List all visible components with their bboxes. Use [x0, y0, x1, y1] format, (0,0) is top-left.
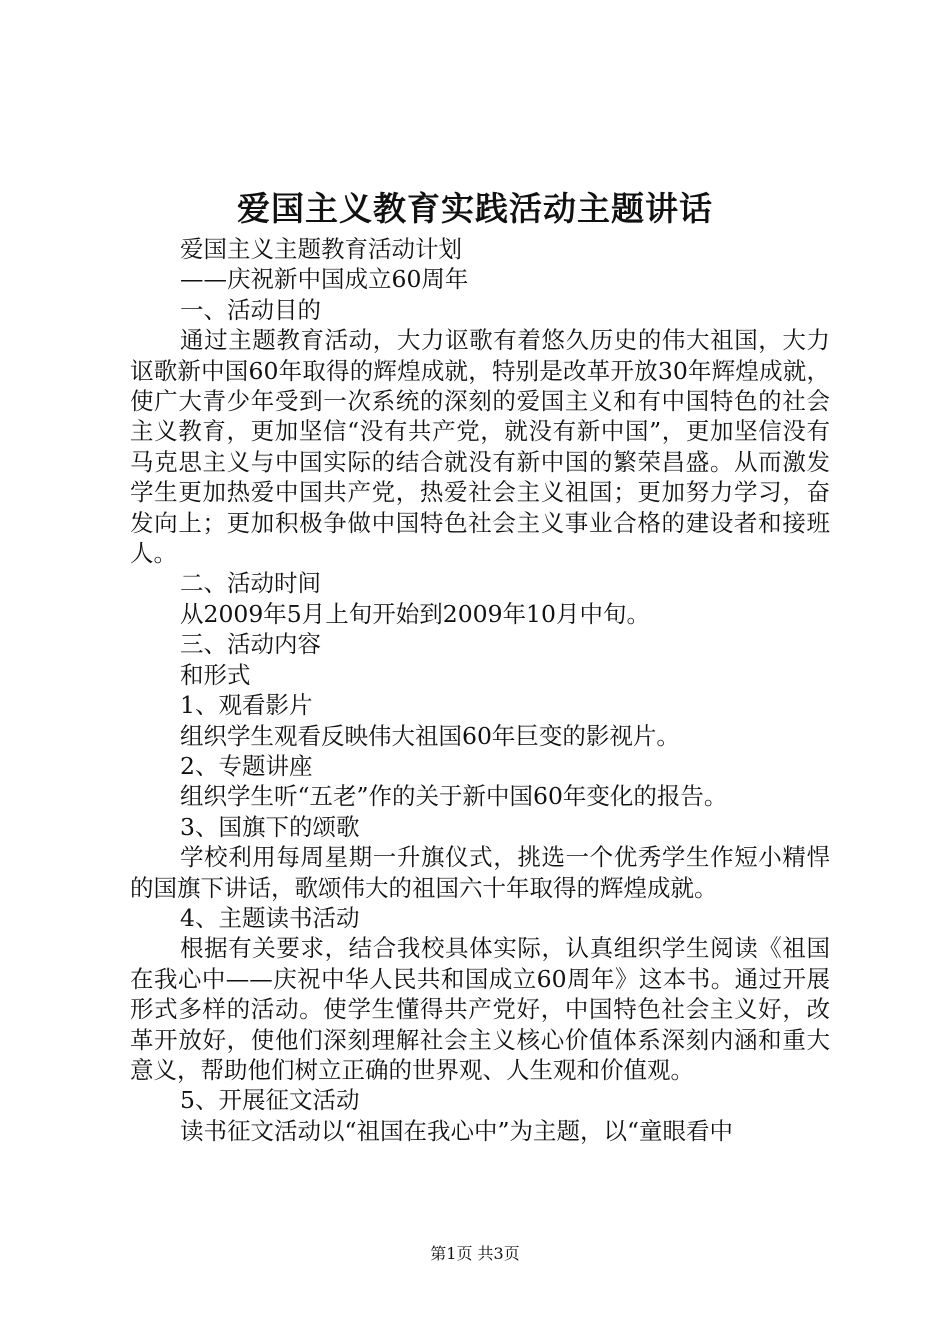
page-total: 共3页: [477, 1244, 520, 1263]
subsection-heading: 2、专题讲座: [180, 751, 313, 780]
subsection-heading: 5、开展征文活动: [180, 1086, 360, 1115]
page-number: 第1页: [430, 1244, 473, 1263]
paragraph: 爱国主义主题教育活动计划: [180, 235, 462, 263]
subsection-heading: 3、国旗下的颂歌: [180, 812, 360, 841]
subsection-heading: 1、观看影片: [180, 691, 313, 720]
paragraph: 根据有关要求，结合我校具体实际，认真组织学生阅读《祖国在我心中——庆祝中华人民共和国成立60周年》这本书。通过开展形式多样的活动。使学生懂得共产党好，中国特色社会主义好，改革开放好，使他们深刻理解社会主义核心价值体系深刻内涵和重大意义，帮助他们树立正确的世界观、人生观和价值观。: [130, 934, 830, 1084]
subsection-heading: 4、主题读书活动: [180, 903, 360, 932]
paragraph: 通过主题教育活动，大力讴歌有着悠久历史的伟大祖国，大力讴歌新中国60年取得的辉煌成就，特别是改革开放30年辉煌成就，使广大青少年受到一次系统的深刻的爱国主义和有中国特色的社会主义教育，更加坚信“没有共产党，就没有新中国”，更加坚信没有马克思主义与中国实际的结合就没有新中国的繁荣昌盛。从而激发学生更加热爱中国共产党，热爱社会主义祖国；更加努力学习，奋发向上；更加积极争做中国特色社会主义事业合格的建设者和接班人。: [130, 326, 830, 568]
paragraph: 学校利用每周星期一升旗仪式，挑选一个优秀学生作短小精悍的国旗下讲话，歌颂伟大的祖国六十年取得的辉煌成就。: [130, 843, 830, 902]
paragraph: 读书征文活动以“祖国在我心中”为主题，以“童眼看中: [180, 1116, 734, 1145]
paragraph: 从2009年5月上旬开始到2009年10月中旬。: [180, 599, 650, 628]
section-heading: 二、活动时间: [180, 569, 321, 598]
paragraph: 组织学生听“五老”作的关于新中国60年变化的报告。: [180, 782, 728, 811]
document-title: 爱国主义教育实践活动主题讲话: [237, 189, 713, 228]
section-heading: 三、活动内容: [180, 630, 321, 659]
paragraph: ——庆祝新中国成立60周年: [180, 265, 469, 294]
document-body: [130, 234, 830, 1146]
paragraph: 组织学生观看反映伟大祖国60年巨变的影视片。: [180, 721, 680, 750]
paragraph: 和形式: [180, 660, 251, 689]
section-heading: 一、活动目的: [180, 295, 321, 324]
page-footer: [0, 1242, 950, 1266]
